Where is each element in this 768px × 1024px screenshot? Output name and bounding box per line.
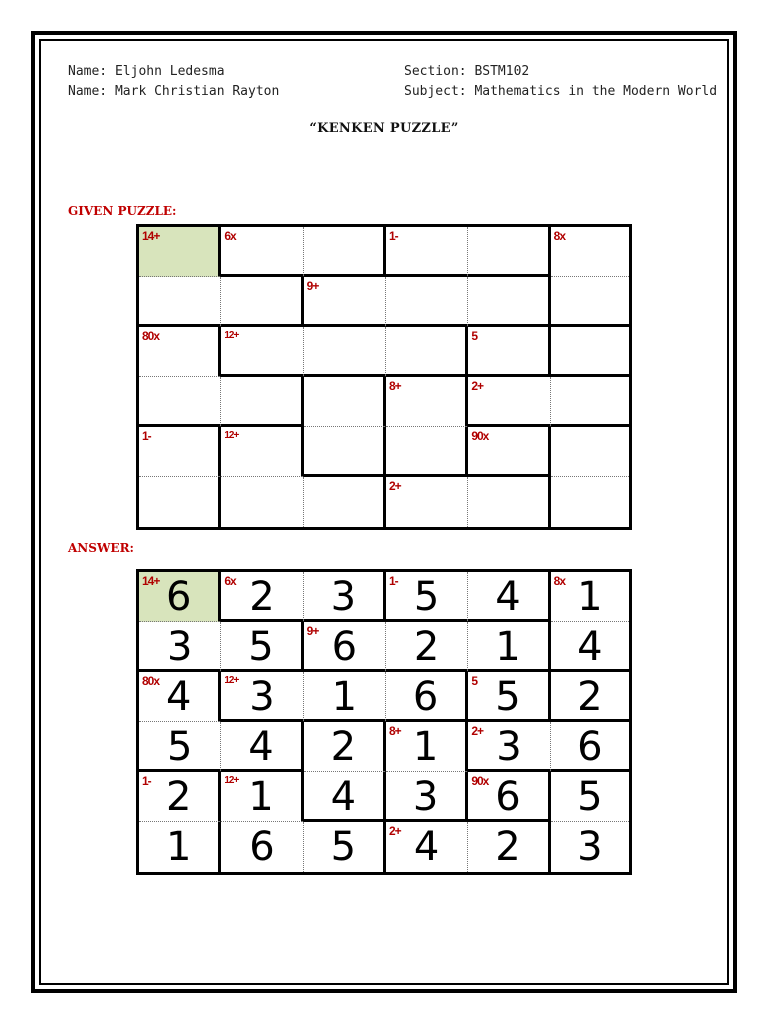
cage-clue: 6x [224,574,236,588]
section-label: Section: BSTM102 [404,64,530,79]
given-cell [551,227,629,277]
answer-digit: 5 [166,724,193,770]
answer-cell [468,772,550,822]
answer-cell [468,622,550,672]
given-cell [221,477,303,527]
answer-digit: 1 [495,624,521,670]
answer-digit: 6 [165,574,192,620]
given-cell [221,427,303,477]
answer-cell [468,572,550,622]
answer-digit: 6 [331,624,358,670]
given-cell [139,227,221,277]
answer-cell [139,722,221,772]
answer-cell [304,822,386,872]
answer-cell [551,822,629,872]
answer-digit: 1 [577,574,603,620]
cage-clue: 12+ [224,675,239,686]
answer-cell [386,722,468,772]
answer-digit: 2 [495,824,521,870]
given-puzzle-grid [136,224,632,530]
answer-cell [139,622,221,672]
answer-digit: 2 [165,774,192,820]
given-cell [304,227,386,277]
answer-cell [468,822,550,872]
answer-digit: 4 [165,674,192,720]
answer-cell [551,722,629,772]
answer-digit: 2 [330,724,357,770]
student-name-1: Name: Eljohn Ledesma [68,64,225,79]
given-cell [139,277,221,327]
answer-digit: 1 [165,824,192,870]
given-cell [386,327,468,377]
answer-digit: 3 [496,724,522,770]
given-cell [304,327,386,377]
answer-cell [304,672,386,722]
answer-cell [304,722,386,772]
answer-cell [468,722,550,772]
cage-clue: 1- [388,574,398,588]
given-cell [551,477,629,527]
subject-label: Subject: Mathematics in the Modern World [404,84,718,99]
given-cell [304,427,386,477]
given-cell [304,477,386,527]
answer-digit: 4 [495,574,521,620]
given-cell [304,277,386,327]
student-name-2: Name: Mark Christian Rayton [68,84,280,99]
answer-digit: 3 [166,624,193,670]
answer-digit: 2 [249,574,275,620]
answer-digit: 5 [495,674,521,720]
answer-digit: 1 [248,774,274,820]
cage-clue: 6x [224,229,236,243]
cage-clue: 5 [471,329,477,343]
given-cell [468,327,550,377]
given-cell [386,477,468,527]
cage-clue: 2+ [471,379,483,393]
given-cell [221,377,303,427]
given-cell [468,227,550,277]
given-cell [468,277,550,327]
answer-cell [221,622,303,672]
given-cell [139,327,221,377]
cage-clue: 8x [553,229,565,243]
given-cell [551,327,629,377]
answer-cell [386,572,468,622]
answer-cell [386,622,468,672]
given-cell [386,427,468,477]
answer-digit: 4 [248,724,274,770]
answer-digit: 6 [577,724,603,770]
answer-cell [386,822,468,872]
given-cell [468,377,550,427]
answer-cell [221,772,303,822]
answer-digit: 3 [249,674,275,720]
cage-clue: 1- [142,429,151,443]
answer-grid [136,569,632,875]
answer-digit: 5 [577,774,603,820]
answer-cell [551,572,629,622]
answer-cell [386,672,468,722]
cage-clue: 5 [471,674,477,688]
answer-cell [139,572,221,622]
answer-cell [139,822,221,872]
cage-clue: 9+ [306,279,319,293]
answer-digit: 2 [413,624,440,670]
cage-clue: 2+ [388,824,401,838]
given-cell [386,277,468,327]
cage-clue: 2+ [388,479,401,493]
given-cell [304,377,386,427]
answer-digit: 3 [330,574,357,620]
cage-clue: 8+ [388,724,401,738]
given-cell [468,477,550,527]
answer-digit: 4 [413,824,440,870]
answer-cell [139,672,221,722]
answer-label: ANSWER: [68,541,134,555]
answer-cell [386,772,468,822]
document-title: “KENKEN PUZZLE” [309,121,459,136]
answer-cell [139,772,221,822]
answer-digit: 3 [412,774,439,820]
cage-clue: 12+ [224,330,239,341]
given-cell [386,377,468,427]
answer-cell [221,672,303,722]
given-cell [551,427,629,477]
answer-cell [304,572,386,622]
cage-clue: 12+ [224,775,239,786]
answer-cell [468,672,550,722]
cage-clue: 14+ [142,574,160,588]
given-cell [386,227,468,277]
answer-cell [221,572,303,622]
given-cell [551,377,629,427]
answer-cell [221,722,303,772]
given-cell [221,327,303,377]
cage-clue: 14+ [142,229,160,243]
answer-digit: 1 [412,724,439,770]
answer-cell [551,672,629,722]
answer-digit: 1 [331,674,358,720]
cage-clue: 8+ [388,379,401,393]
given-puzzle-label: GIVEN PUZZLE: [68,204,177,218]
cage-clue: 1- [388,229,398,243]
answer-digit: 6 [495,774,521,820]
answer-cell [551,622,629,672]
cage-clue: 8x [553,574,565,588]
answer-cell [551,772,629,822]
given-cell [468,427,550,477]
cage-clue: 12+ [224,430,239,441]
given-cell [551,277,629,327]
answer-digit: 4 [330,774,357,820]
given-cell [221,277,303,327]
cage-clue: 80x [142,674,160,688]
cage-clue: 9+ [306,624,319,638]
cage-clue: 90x [471,774,489,788]
answer-digit: 5 [248,624,274,670]
given-cell [139,377,221,427]
answer-digit: 6 [412,674,439,720]
cage-clue: 2+ [471,724,483,738]
answer-digit: 4 [577,624,603,670]
answer-cell [304,622,386,672]
answer-cell [304,772,386,822]
answer-digit: 6 [249,824,275,870]
given-cell [139,427,221,477]
answer-digit: 2 [577,674,603,720]
answer-digit: 5 [330,824,357,870]
given-cell [139,477,221,527]
cage-clue: 80x [142,329,160,343]
answer-digit: 5 [413,574,440,620]
answer-digit: 3 [577,824,603,870]
cage-clue: 1- [142,774,151,788]
given-cell [221,227,303,277]
answer-cell [221,822,303,872]
cage-clue: 90x [471,429,489,443]
